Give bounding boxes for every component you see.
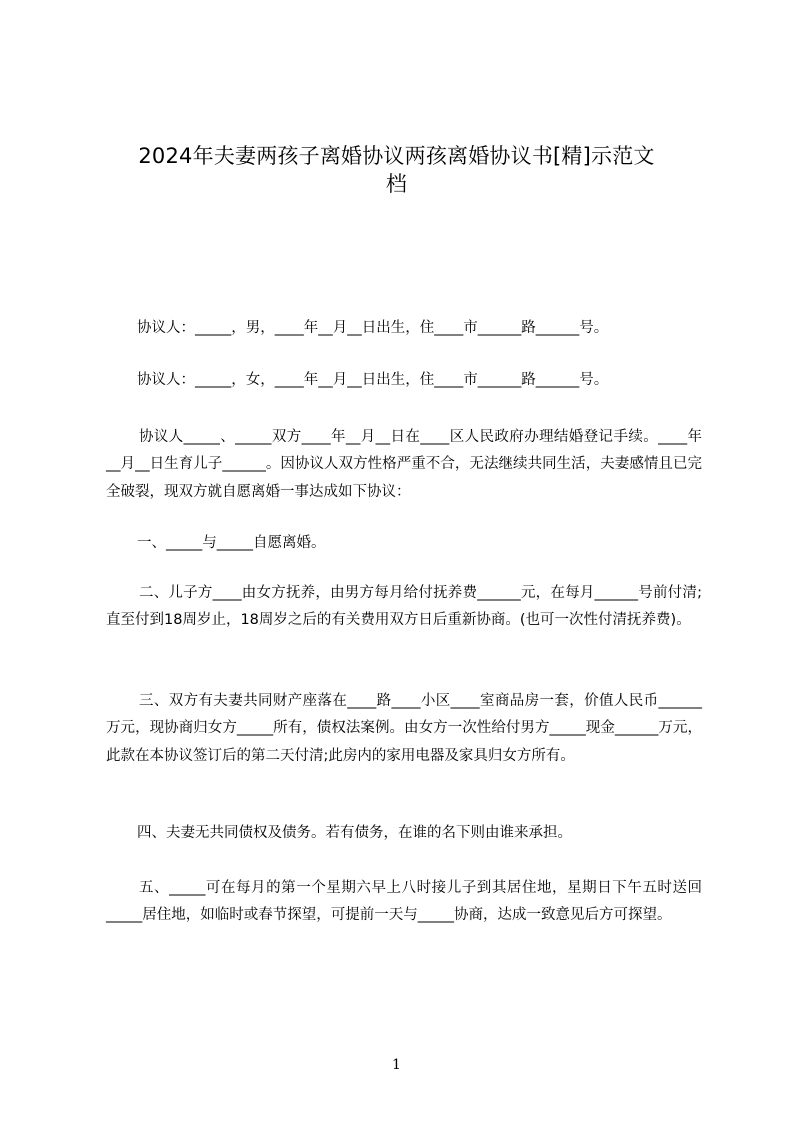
document-title bbox=[95, 142, 698, 198]
paragraph-party-female: 协议人：_____，女，____年__月__日出生，住____市______路______号。 bbox=[137, 372, 609, 388]
paragraph-party-male: 协议人：_____，男，____年__月__日出生，住____市______路______号。 bbox=[137, 320, 609, 336]
clause-3: 三、双方有夫妻共同财产座落在____路____小区____室商品房一套，价值人民币______万元，现协商归女方_____所有，债权法案例。由女方一次性给付男方_____现金______万元，此款在本协议签订后的第二天付清;此房内的家用电器及家具归女方所有。 bbox=[106, 693, 702, 764]
clause-1: 一、_____与_____自愿离婚。 bbox=[137, 535, 326, 551]
clause-4: 四、夫妻无共同债权及债务。若有债务，在谁的名下则由谁来承担。 bbox=[137, 825, 572, 841]
clause-5: 五、_____可在每月的第一个星期六早上八时接儿子到其居住地，星期日下午五时送回_____居住地，如临时或春节探望，可提前一天与_____协商，达成一致意见后方可探望。 bbox=[106, 880, 702, 924]
title-line-1: 2024年夫妻两孩子离婚协议两孩离婚协议书[精]示范文 bbox=[138, 144, 655, 168]
paragraph-background: 协议人_____、_____双方____年__月__日在____区人民政府办理结婚登记手续。____年__月__日生育儿子______。因协议人双方性格严重不合，无法继续共同生活，夫妻感情且已完全破裂，现双方就自愿离婚一事达成如下协议： bbox=[106, 429, 702, 500]
page-number: 1 bbox=[392, 1057, 401, 1073]
title-line-2: 档 bbox=[385, 172, 408, 196]
clause-2: 二、儿子方____由女方抚养，由男方每月给付抚养费______元，在每月______号前付清;直至付到18周岁止，18周岁之后的有关费用双方日后重新协商。(也可一次性付清抚养费)。 bbox=[106, 585, 702, 629]
